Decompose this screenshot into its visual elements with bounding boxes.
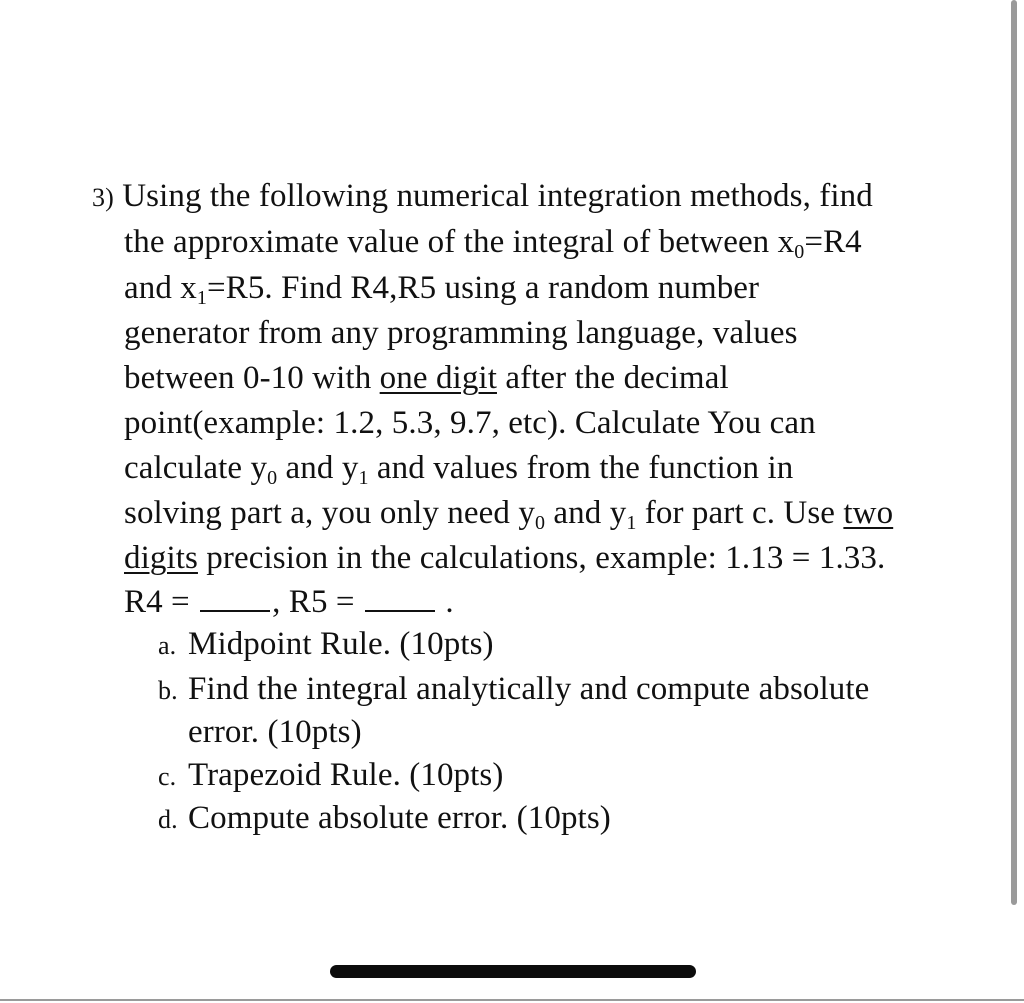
question-line-4: generator from any programming language, values	[124, 315, 798, 351]
vertical-scrollbar[interactable]	[1011, 0, 1017, 905]
question-line-9: digits precision in the calculations, example: 1.13 = 1.33.	[124, 540, 886, 576]
part-a-marker: a.	[158, 631, 177, 660]
part-c-text: Trapezoid Rule. (10pts)	[188, 757, 504, 793]
part-b-continuation: error. (10pts)	[188, 714, 362, 750]
question-line-8: solving part a, you only need $y_0$ and $y_1$ for part c. Use two	[124, 495, 894, 534]
answer-blanks-line: R4 = , R5 = .	[124, 584, 454, 620]
question-line-7: calculate $y_0$ and $y_1$ and values from the function in	[124, 450, 794, 489]
question-line-5: between 0-10 with one digit after the decimal	[124, 360, 729, 396]
part-b	[158, 669, 869, 711]
part-b-marker: b.	[158, 676, 178, 705]
part-a	[158, 624, 494, 666]
question-line-1: 3) Using the following numerical integration methods, find	[92, 178, 873, 214]
part-c-marker: c.	[158, 762, 177, 791]
home-indicator[interactable]	[330, 965, 696, 978]
question-line-3: and $x_1=R5$. Find R4,R5 using a random number	[124, 270, 760, 309]
r5-blank	[365, 582, 435, 612]
part-d	[158, 798, 611, 840]
r4-blank	[200, 582, 270, 612]
part-d-text: Compute absolute error. (10pts)	[188, 800, 611, 836]
part-d-marker: d.	[158, 805, 178, 834]
r5-label: , R5 =	[272, 584, 355, 620]
question-line-6: point(example: 1.2, 5.3, 9.7, etc). Calculate You can	[124, 405, 816, 441]
underlined-two: two	[843, 495, 894, 531]
underlined-digits: digits	[124, 540, 198, 576]
bottom-divider	[0, 999, 1024, 1001]
part-c	[158, 755, 503, 797]
r4-label: R4 =	[124, 584, 190, 620]
part-a-text: Midpoint Rule. (10pts)	[188, 626, 494, 662]
question-line-2: the approximate value of the integral of between $x_0=R4$	[124, 224, 862, 263]
underlined-one-digit: one digit	[379, 360, 497, 396]
question-number: 3)	[92, 183, 114, 212]
part-b-text: Find the integral analytically and compute absolute	[188, 671, 870, 707]
